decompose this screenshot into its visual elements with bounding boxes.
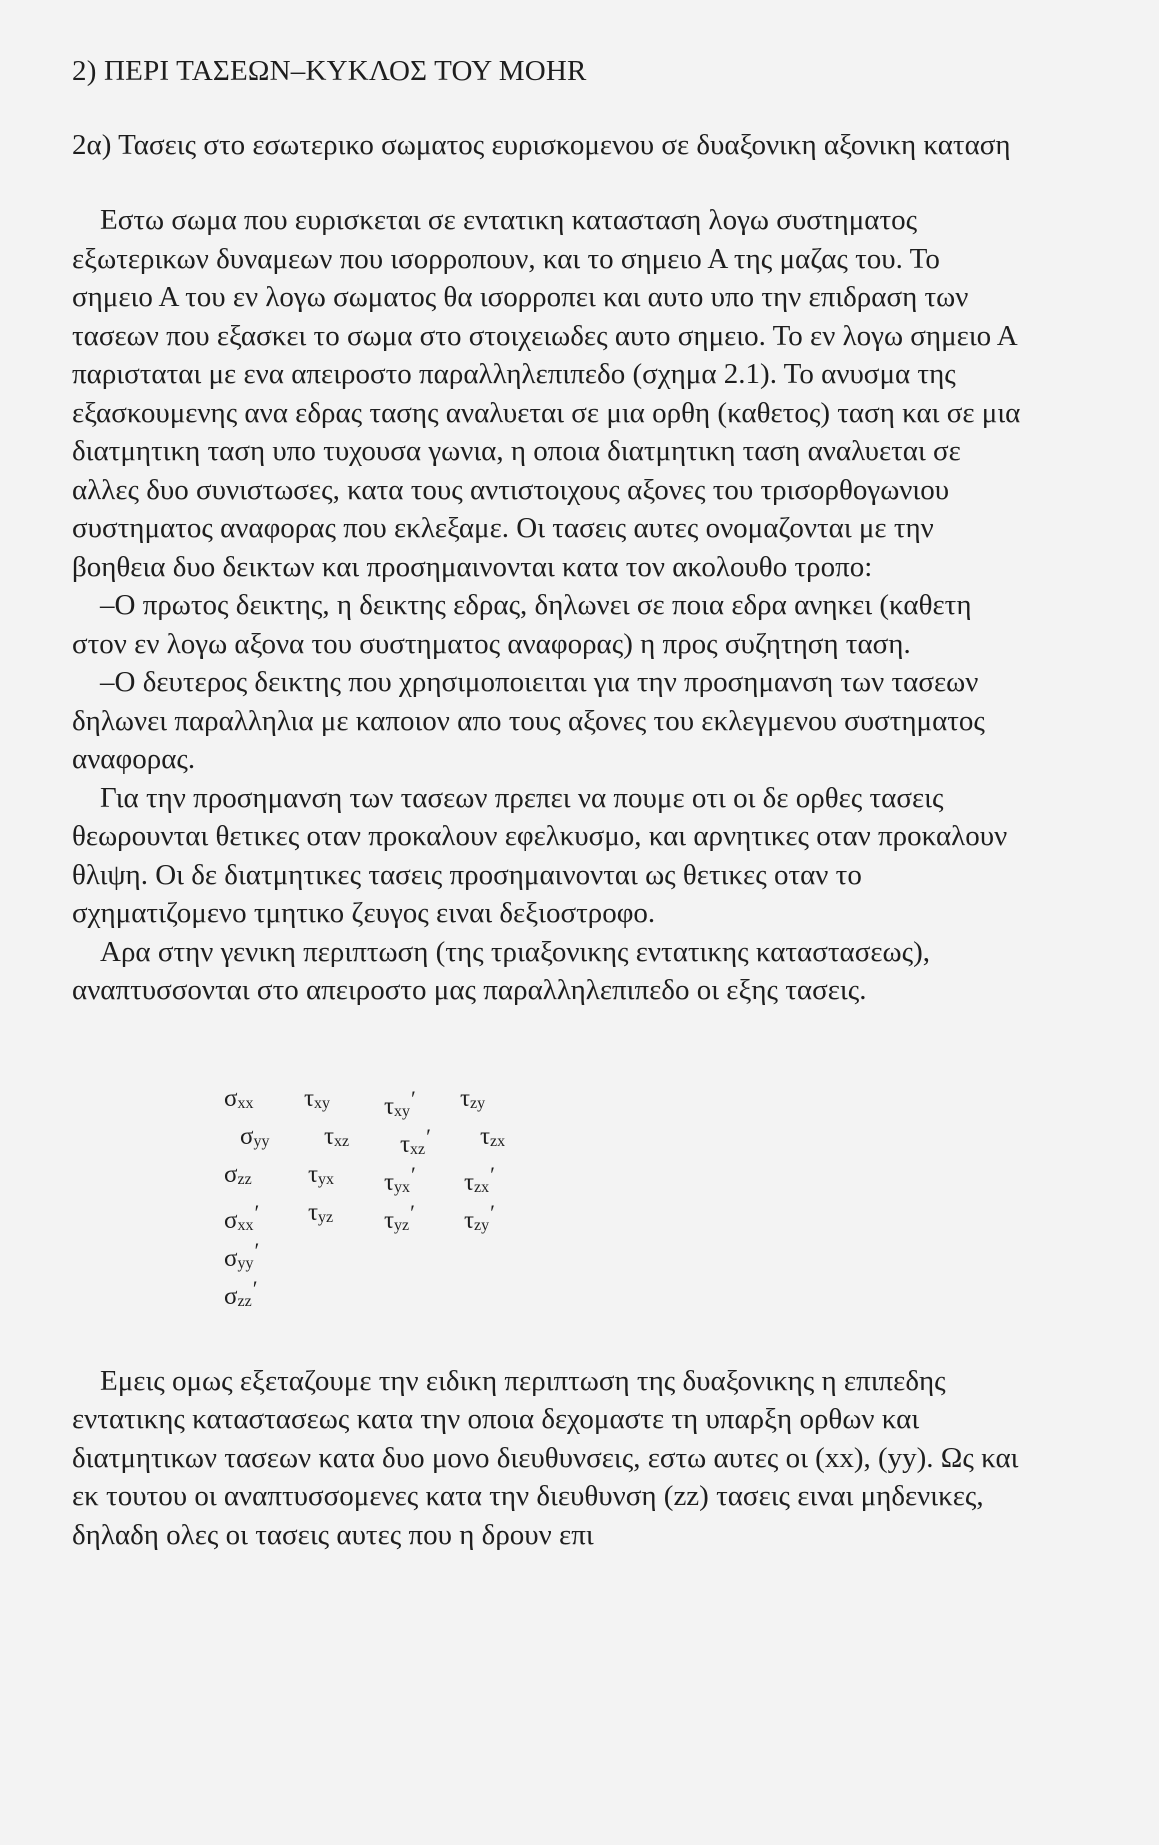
stress-component: σzz: [224, 1160, 252, 1188]
paragraph-second-index: –Ο δευτερος δεικτης που χρησιμοποιειται για την προσημανση των τασεων δηλωνει παραλληλια με καποιον απο τους αξονες του εκλεγμενου συστηματος αναφορας.: [72, 666, 985, 775]
stress-component: σxx′: [224, 1199, 260, 1234]
section-heading: 2) ΠΕΡΙ ΤΑΣΕΩΝ–ΚΥΚΛΟΣ ΤΟΥ MOHR: [72, 55, 587, 87]
document-page: [72, 52, 1022, 1554]
stress-component: σxx: [224, 1084, 254, 1112]
subsection-heading: 2α) Τασεις στο εσωτερικο σωματος ευρισκομενου σε δυαξονικη αξονικη καταση: [72, 129, 1011, 161]
paragraph-intro: Εστω σωμα που ευρισκεται σε εντατικη κατασταση λογω συστηματος εξωτερικων δυναμεων που ισορροπουν, και το σημειο Α της μαζας του. Το σημειο Α του εν λογω σωματος θα ισορροπει και αυτο υπο την επιδραση των τασεων που εξασκει το σωμα στο στοιχειωδες αυτο σημειο. Το εν λογω σημειο Α παρισταται με ενα απειροστο παραλληλεπιπεδο (σχημα 2.1). Το ανυσμα της εξασκουμενης ανα εδρας τασης αναλυεται σε μια ορθη (καθετος) ταση και σε μια διατμητικη ταση υπο τυχουσα γωνια, η οποια διατμητικη ταση αναλυεται σε αλλες δυο συνιστωσες, κατα τους αντιστοιχους αξονες του τρισορθογωνιου συστηματος αναφορας που εκλεξαμε. Οι τασεις αυτες ονομαζονται με την βοηθεια δυο δεικτων και προσημαινονται κατα τον ακολουθο τροπο:: [72, 204, 1021, 583]
stress-component: τyx′: [384, 1161, 416, 1196]
paragraph-general-case: Αρα στην γενικη περιπτωση (της τριαξονικης εντατικης καταστασεως), αναπτυσσονται στο απειροστο μας παραλληλεπιπεδο οι εξης τασεις.: [72, 935, 931, 1006]
stress-component: σyy′: [224, 1237, 260, 1272]
stress-component: σyy: [240, 1122, 270, 1150]
stress-component: τyx: [308, 1160, 335, 1188]
stress-components-list: [224, 1080, 644, 1310]
stress-component: τyz: [308, 1198, 334, 1226]
stress-component: τxz: [324, 1122, 350, 1150]
stress-component: τzx: [480, 1122, 506, 1150]
paragraph-first-index: –Ο πρωτος δεικτης, η δεικτης εδρας, δηλωνει σε ποια εδρα ανηκει (καθετη στον εν λογω αξονα του συστηματος αναφορας) η προς συζητηση ταση.: [72, 589, 972, 660]
stress-component: τyz′: [384, 1199, 415, 1234]
stress-component: σzz′: [224, 1275, 258, 1310]
stress-component: τxy′: [384, 1085, 416, 1120]
stress-component: τzy: [460, 1084, 486, 1112]
stress-component: τxy: [304, 1084, 331, 1112]
stress-component: τzy′: [464, 1199, 495, 1234]
paragraph-biaxial-case: Εμεις ομως εξεταζουμε την ειδικη περιπτωση της δυαξονικης η επιπεδης εντατικης καταστασεως κατα την οποια δεχομαστε τη υπαρξη ορθων και διατμητικων τασεων κατα δυο μονο διευθυνσεις, εστω αυτες οι (xx), (yy). Ως και εκ τουτου οι αναπτυσσομενες κατα την διευθυνση (zz) τασεις ειναι μηδενικες, δηλαδη ολες οι τασεις αυτες που η δρουν επι: [72, 1364, 1019, 1551]
paragraph-sign-convention: Για την προσημανση των τασεων πρεπει να πουμε οτι οι δε ορθες τασεις θεωρουνται θετικες οταν προκαλουν εφελκυσμο, και αρνητικες οταν προκαλουν θλιψη. Οι δε διατμητικες τασεις προσημαινονται ως θετικες οταν το σχηματιζομενο τμητικο ζευγος ειναι δεξιοστροφο.: [72, 781, 1008, 929]
stress-component: τzx′: [464, 1161, 495, 1196]
stress-component: τxz′: [400, 1123, 431, 1158]
